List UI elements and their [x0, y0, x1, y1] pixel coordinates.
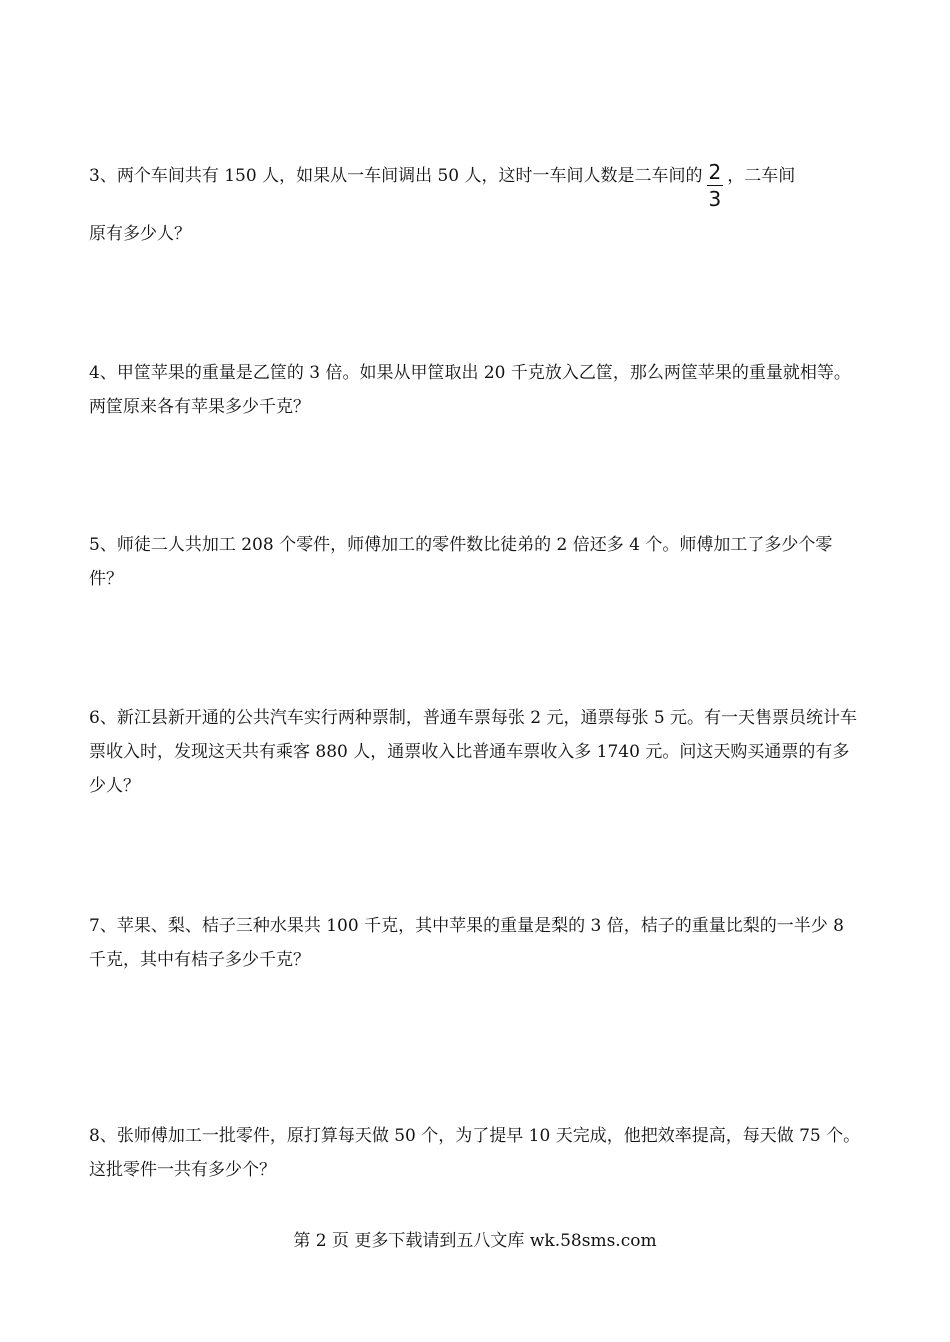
question-3 — [89, 150, 864, 211]
question-3-continuation: 原有多少人？ — [89, 224, 191, 244]
page-footer: 第 2 页 更多下载请到五八文库 wk.58sms.com — [293, 1231, 657, 1251]
question-3-text-b: ，二车间 — [727, 166, 796, 186]
question-8: 8、张师傅加工一批零件，原打算每天做 50 个，为了提早 10 天完成，他把效率提高，每天做 75 个。这批零件一共有多少个？ — [89, 1126, 861, 1180]
question-5: 5、师徒二人共加工 208 个零件，师傅加工的零件数比徒弟的 2 倍还多 4 个。师傅加工了多少个零件？ — [89, 535, 833, 589]
question-4: 4、甲筐苹果的重量是乙筐的 3 倍。如果从甲筐取出 20 千克放入乙筐，那么两筐苹果的重量就相等。两筐原来各有苹果多少千克？ — [89, 363, 851, 417]
question-3-text-a: 3、两个车间共有 150 人，如果从一车间调出 50 人，这时一车间人数是二车间的 — [89, 166, 703, 186]
fraction-denominator: 3 — [708, 187, 722, 211]
question-7: 7、苹果、梨、桔子三种水果共 100 千克，其中苹果的重量是梨的 3 倍，桔子的重量比梨的一半少 8 千克，其中有桔子多少千克？ — [89, 916, 844, 970]
fraction-two-thirds — [707, 159, 724, 212]
fraction-numerator: 2 — [708, 160, 722, 184]
question-6: 6、新江县新开通的公共汽车实行两种票制，普通车票每张 2 元，通票每张 5 元。有一天售票员统计车票收入时，发现这天共有乘客 880 人，通票收入比普通车票收入多 1740 元。问这天购买通票的有多少人？ — [89, 708, 858, 796]
